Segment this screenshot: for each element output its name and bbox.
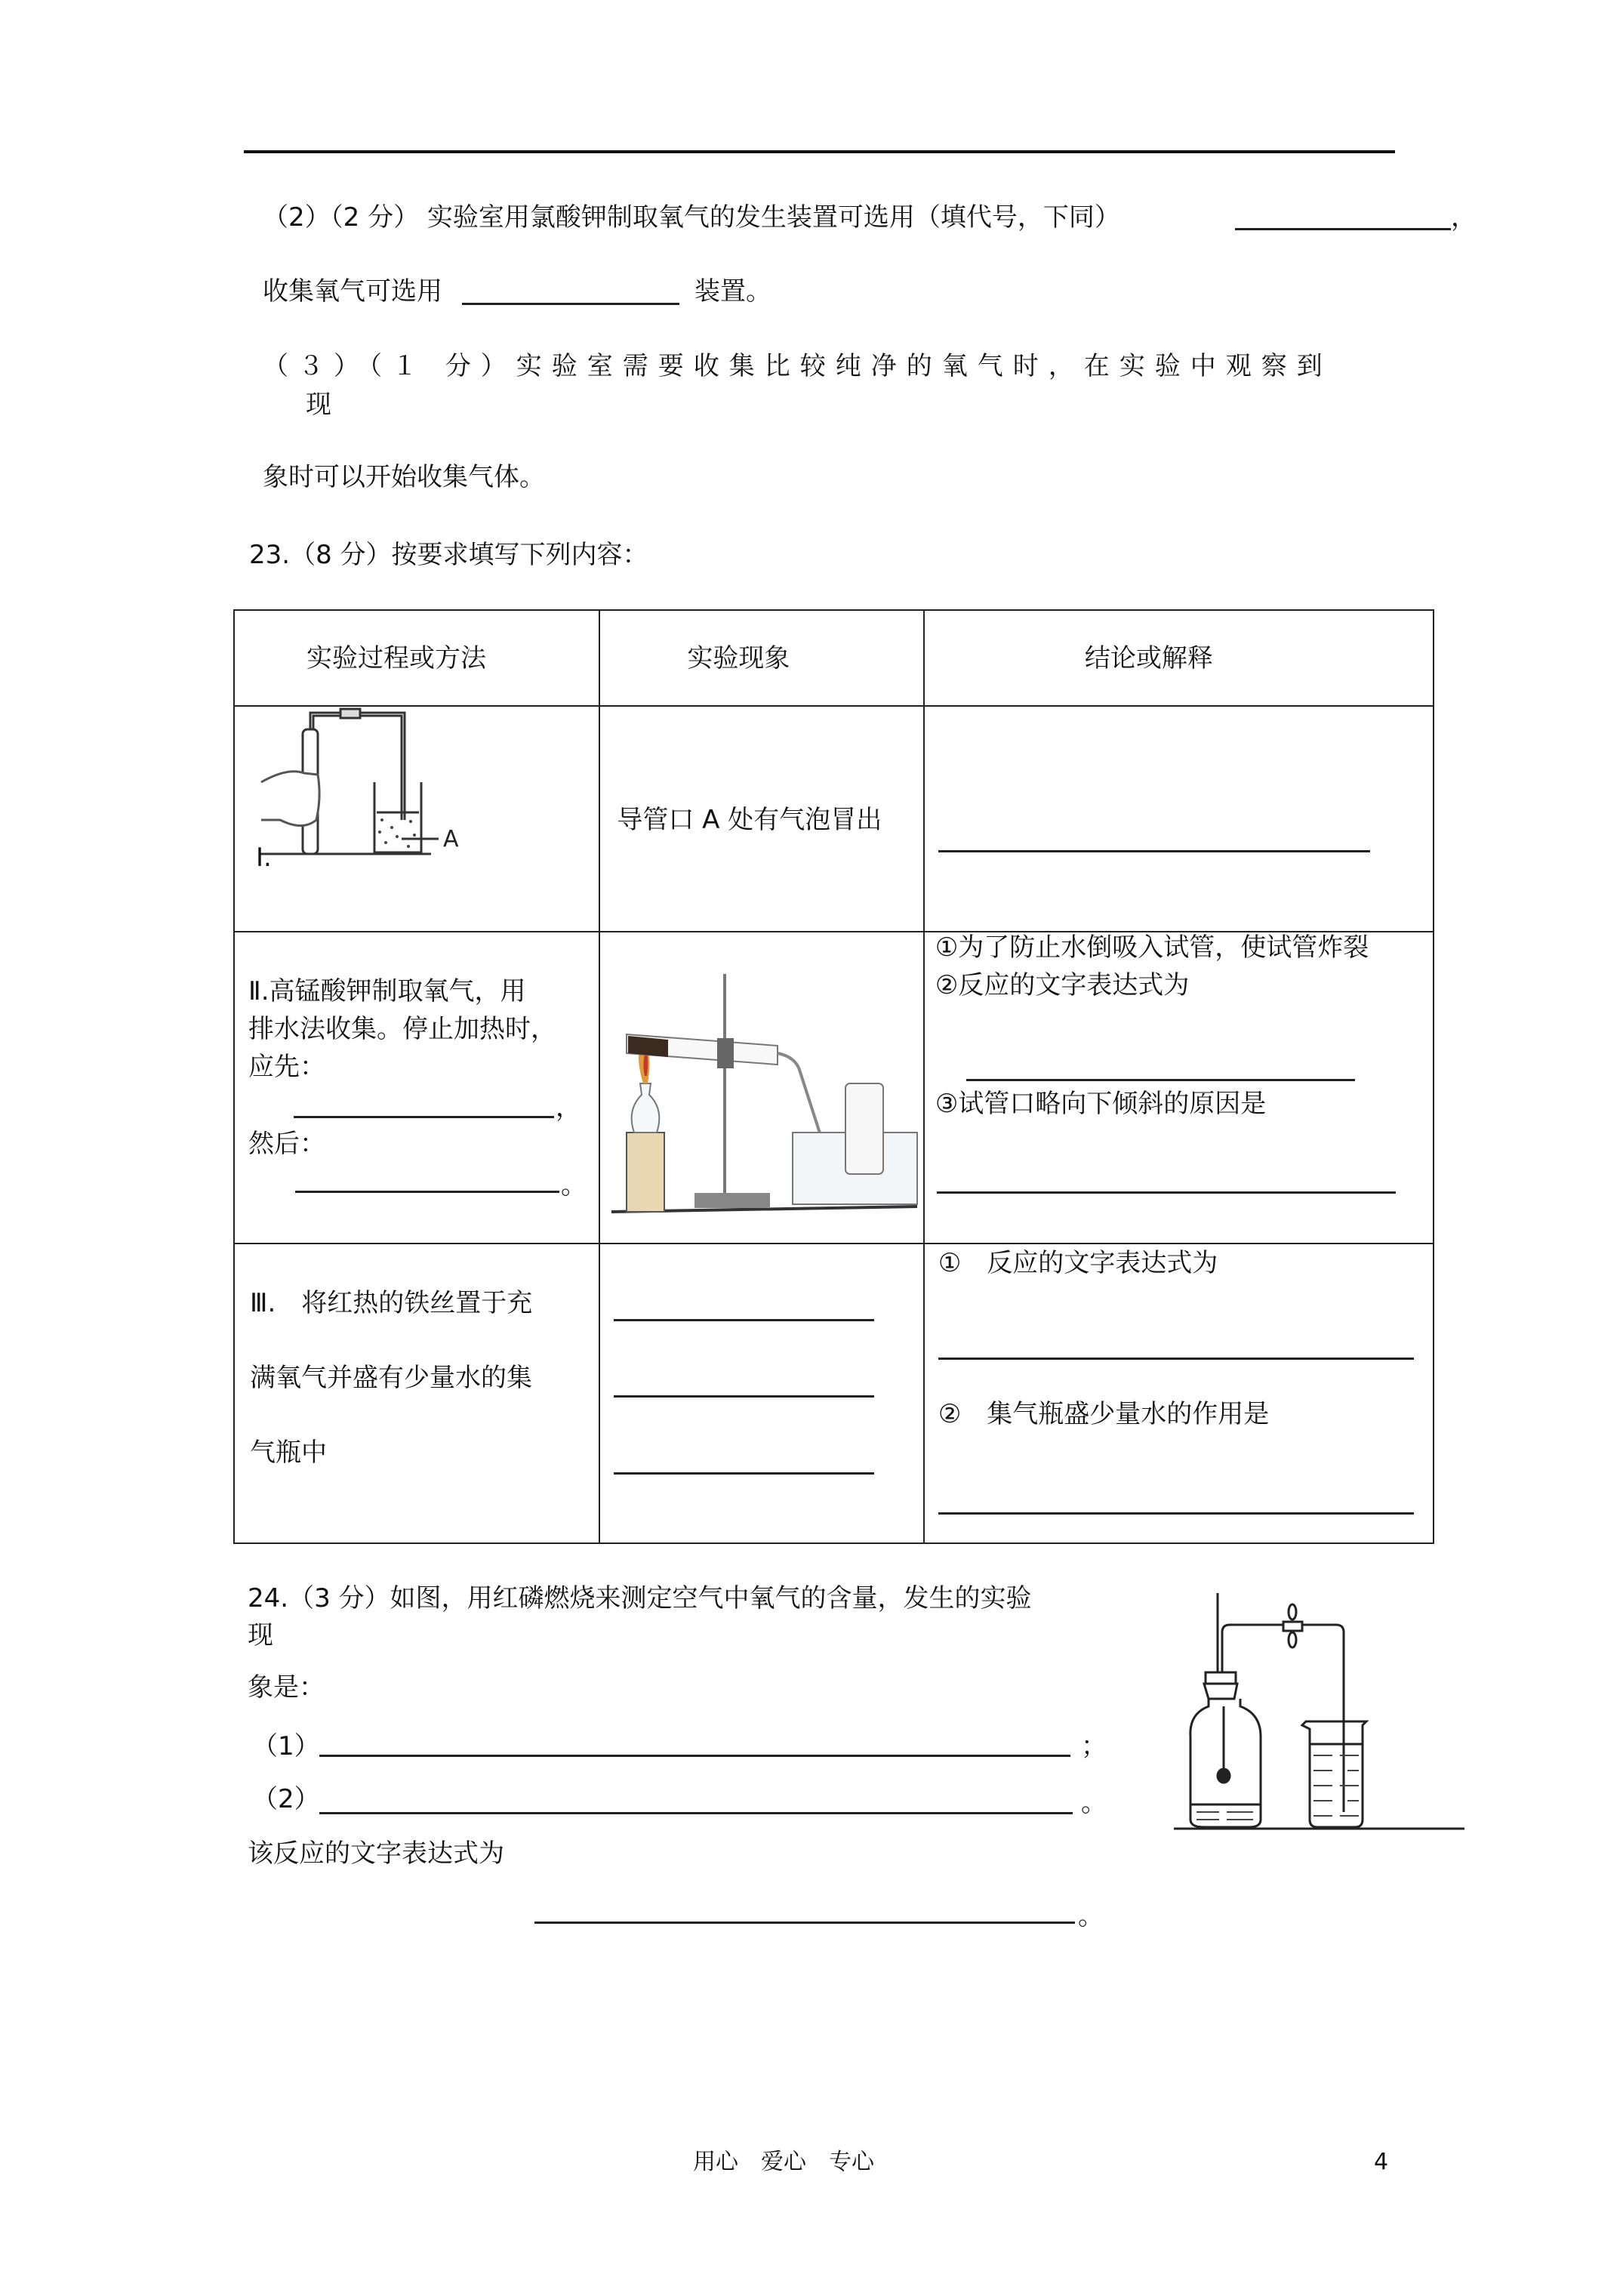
q22-part3-text: （３）（１ 分）实验室需要收集比较纯净的氧气时，在实验中观察到 bbox=[263, 351, 1332, 381]
footer-motto: 用心 爱心 专心 bbox=[693, 2149, 874, 2175]
row2-method: Ⅱ.高锰酸钾制取氧气，用 排水法收集。停止加热时， 应先： ， 然后： 。 bbox=[234, 932, 599, 1244]
airtightness-check-figure bbox=[257, 707, 544, 873]
header-method: 实验过程或方法 bbox=[234, 610, 599, 706]
row1-conclusion bbox=[924, 706, 1434, 932]
row3-method: Ⅲ. 将红热的铁丝置于充 满氧气并盛有少量水的集 气瓶中 bbox=[234, 1244, 599, 1543]
row2-equation-blank[interactable] bbox=[966, 1079, 1355, 1081]
q22-device-blank[interactable] bbox=[1235, 228, 1451, 230]
kmno4-apparatus-figure bbox=[611, 963, 921, 1219]
row1-method bbox=[234, 706, 599, 932]
q22-part2-text: （2）（2 分） 实验室用氯酸钾制取氧气的发生装置可选用（填代号，下同） bbox=[263, 202, 1120, 233]
header-phenomenon: 实验现象 bbox=[599, 610, 923, 706]
row2-figure bbox=[599, 932, 923, 1244]
row2-reason-blank[interactable] bbox=[937, 1191, 1396, 1194]
q24-wrap: 现 bbox=[248, 1620, 273, 1650]
q22-collect-prefix: 收集氧气可选用 bbox=[263, 276, 442, 307]
q24-equation-label: 该反应的文字表达式为 bbox=[248, 1838, 504, 1869]
q24-item2-end: 。 bbox=[1081, 1788, 1107, 1818]
row3-equation-blank[interactable] bbox=[938, 1358, 1414, 1360]
q24-line2: 象是： bbox=[248, 1672, 325, 1703]
header-conclusion: 结论或解释 bbox=[924, 610, 1434, 706]
q24-item1-blank[interactable] bbox=[319, 1755, 1070, 1757]
q24-item1-label: （1） bbox=[252, 1731, 320, 1761]
row1-conclusion-blank[interactable] bbox=[938, 850, 1370, 852]
red-phosphorus-apparatus-figure bbox=[1174, 1593, 1468, 1842]
q24-item1-end: ； bbox=[1081, 1731, 1107, 1761]
row2-first-step-blank[interactable] bbox=[294, 1116, 554, 1118]
q24-equation-blank[interactable] bbox=[534, 1922, 1075, 1924]
row1-label: Ⅰ. bbox=[256, 843, 272, 873]
q22-part3-line2: 象时可以开始收集气体。 bbox=[263, 462, 545, 492]
q22-collect-suffix: 装置。 bbox=[694, 276, 771, 307]
q22-part3-wrap: 现 bbox=[306, 390, 331, 420]
page-number: 4 bbox=[1374, 2149, 1389, 2175]
q24-item2-blank[interactable] bbox=[319, 1812, 1073, 1814]
q22-comma: ， bbox=[1451, 202, 1477, 233]
q24-title: 24.（3 分）如图，用红磷燃烧来测定空气中氧气的含量，发生的实验 bbox=[248, 1583, 1032, 1613]
row3-water-role-blank[interactable] bbox=[938, 1512, 1414, 1515]
q24-item2-label: （2） bbox=[252, 1784, 320, 1814]
header-rule bbox=[244, 150, 1395, 153]
q23-title: 23.（8 分）按要求填写下列内容： bbox=[249, 540, 648, 570]
q22-collect-blank[interactable] bbox=[462, 303, 679, 305]
row2-conclusion: ①为了防止水倒吸入试管，使试管炸裂 ②反应的文字表达式为 ③试管口略向下倾斜的原因是 bbox=[924, 932, 1434, 1244]
row1-phenomenon: 导管口 A 处有气泡冒出 bbox=[599, 706, 923, 932]
row2-second-step-blank[interactable] bbox=[295, 1191, 559, 1193]
experiment-table bbox=[233, 609, 1434, 1544]
row3-phenomenon-blank-1[interactable] bbox=[614, 1319, 874, 1321]
row3-phenomenon bbox=[599, 1244, 923, 1543]
row3-phenomenon-blank-3[interactable] bbox=[614, 1472, 874, 1475]
row3-phenomenon-blank-2[interactable] bbox=[614, 1395, 874, 1398]
figure-label-a: A bbox=[443, 826, 459, 852]
row3-conclusion: ① 反应的文字表达式为 ② 集气瓶盛少量水的作用是 bbox=[924, 1244, 1434, 1543]
q24-equation-end: 。 bbox=[1078, 1901, 1104, 1931]
